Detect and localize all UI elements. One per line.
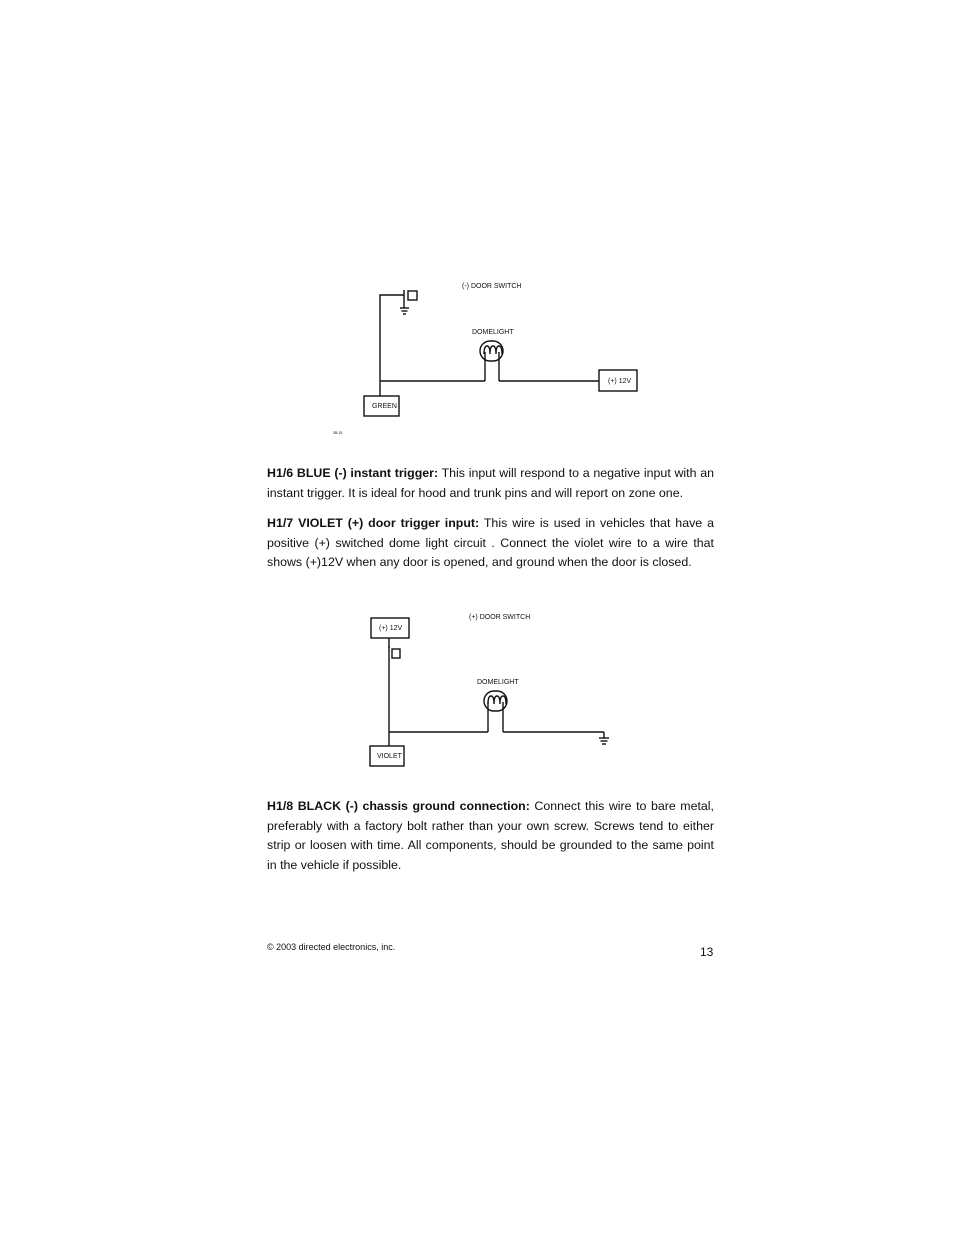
door-switch-icon — [392, 649, 400, 658]
section-body: This input will respond to a negative input with an instant trigger. It is ideal for hood and trunk pins and will report on zone one. — [267, 466, 714, 500]
page-number: 13 — [700, 945, 714, 959]
door-switch-icon — [408, 291, 417, 300]
domelight-label: DOMELIGHT — [472, 329, 514, 336]
section-body: This wire is used in vehicles that have a positive (+) switched dome light circuit . Connect the violet wire to a wire that shows (+)12V when any door is opened, and ground when the door is closed. — [267, 516, 714, 570]
section-black-ground — [267, 797, 714, 875]
power-label: (+) 12V — [379, 625, 403, 632]
door-switch-label: (-) DOOR SWITCH — [462, 283, 522, 290]
ground-icon — [599, 738, 609, 744]
section-body: Connect this wire to bare metal, preferably with a factory bolt rather than your own screw. Screws tend to either strip or loosen with time. All components, should be grounded to the same point in the vehicle if possible. — [267, 799, 714, 872]
domelight-label: DOMELIGHT — [477, 679, 519, 686]
power-box — [371, 618, 409, 638]
section-heading: H1/6 BLUE (-) instant trigger: — [267, 466, 439, 480]
ground-icon — [400, 308, 409, 314]
domelight-icon — [484, 691, 507, 711]
section-heading: H1/7 VIOLET (+) door trigger input: — [267, 516, 480, 530]
negative-door-switch-diagram — [0, 0, 954, 440]
section-heading: H1/8 BLACK (-) chassis ground connection: — [267, 799, 530, 813]
section-violet-trigger — [267, 514, 714, 573]
power-label: (+) 12V — [608, 378, 632, 385]
violet-wire-box — [370, 746, 404, 766]
section-blue-trigger — [267, 464, 714, 503]
copyright: © 2003 directed electronics, inc. — [267, 942, 396, 952]
violet-wire-label: VIOLET — [377, 753, 402, 760]
green-wire-label: GREEN — [372, 403, 397, 410]
door-switch-label: (+) DOOR SWITCH — [469, 614, 531, 621]
domelight-icon — [480, 341, 503, 361]
figure-tag: 3B-15 — [333, 431, 343, 435]
